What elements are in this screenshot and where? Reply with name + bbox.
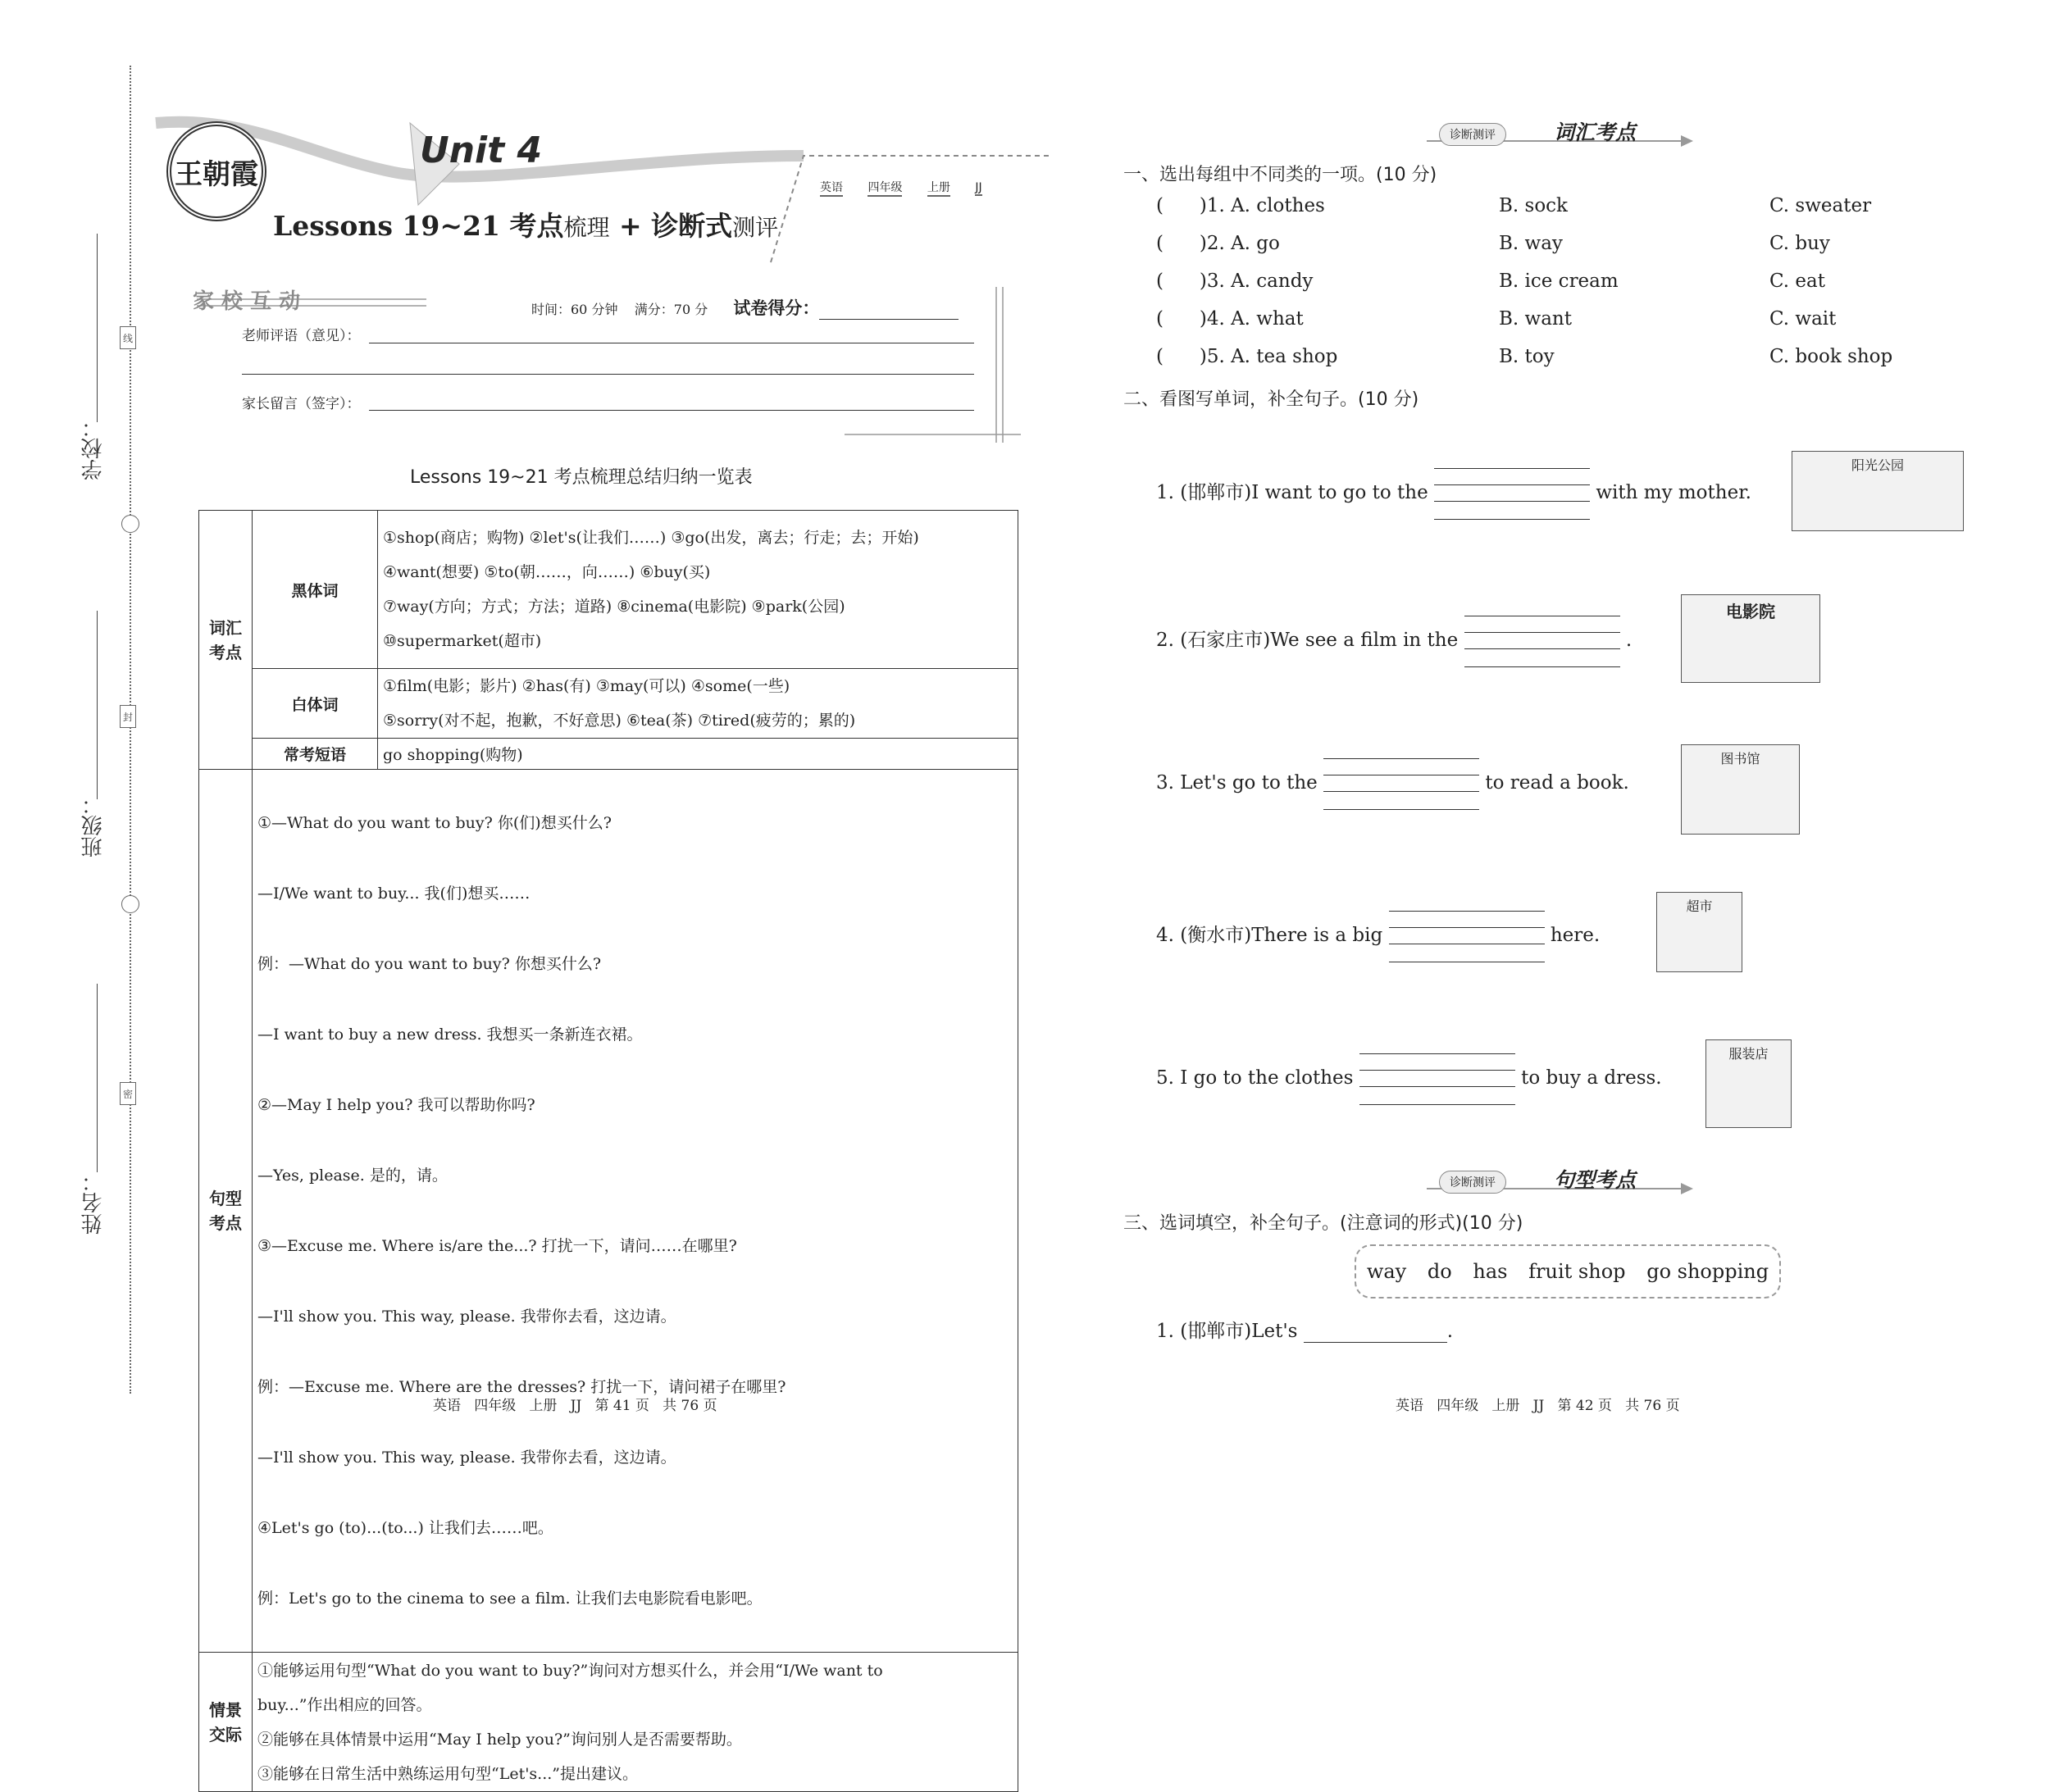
summary-title: Lessons 19~21 考点梳理总结归纳一览表 [410, 467, 753, 488]
brand-logo-seal: 王朝霞 [166, 121, 266, 221]
sentence-line: ④Let's go (to)...(to...) 让我们去……吧。 [257, 1519, 553, 1537]
bold-words-line: ⑩supermarket(超市) [383, 632, 542, 650]
s1-item-5-a[interactable]: ( )5. A. tea shop [1156, 346, 1338, 367]
title-plus: + [618, 210, 642, 242]
sentence-line: ①—What do you want to buy? 你(们)想买什么? [257, 814, 612, 832]
section2-heading: 二、看图写单词，补全句子。(10 分) [1123, 389, 1419, 410]
phrase-label: 常考短语 [253, 739, 378, 770]
vocab-cat-line2: 考点 [209, 642, 242, 662]
banner1-title: 词汇考点 [1554, 121, 1637, 144]
lessons-range: Lessons 19~21 [273, 210, 500, 242]
teacher-comment-line-2[interactable] [242, 374, 974, 375]
exam-time: 时间：60 分钟 [531, 302, 618, 317]
situation-row [199, 1653, 1018, 1792]
exam-meta [531, 295, 959, 320]
s3-item-1 [1156, 1316, 1453, 1343]
phrase-row [199, 739, 1018, 770]
s1-item-5-b: B. toy [1499, 346, 1555, 367]
home-school-label: 家 校 互 动 [193, 289, 301, 314]
school-write-line [97, 234, 98, 422]
sentence-line: 例：—What do you want to buy? 你想买什么? [257, 955, 602, 973]
plain-words-line: ①film(电影；影片) ②has(有) ③may(可以) ④some(一些) [383, 677, 790, 695]
s1-item-5-c: C. book shop [1769, 346, 1893, 367]
s1-item-3-b: B. ice cream [1499, 271, 1619, 292]
word-bank-item: fruit shop [1528, 1260, 1626, 1283]
sentence-line: —I'll show you. This way, please. 我带你去看，这边请。 [257, 1449, 676, 1467]
parent-comment-label: 家长留言（签字）： [242, 396, 361, 412]
section1-heading: 一、选出每组中不同类的一项。(10 分) [1123, 165, 1437, 185]
s2-item-3-pre: 3. Let's go to the [1156, 772, 1318, 794]
sentence-cat-line1: 考点 [209, 1213, 242, 1233]
situation-cat-line2: 交际 [209, 1724, 242, 1744]
parent-comment-line[interactable] [369, 410, 974, 411]
title-part1-sub: 梳理 [563, 214, 610, 241]
banner1-badge: 诊断测评 [1439, 123, 1506, 146]
park-picture: 阳光公园 [1792, 451, 1964, 531]
score-label: 试卷得分： [733, 298, 820, 318]
plain-words-cell [378, 669, 1018, 739]
banner2-title: 句型考点 [1554, 1168, 1637, 1192]
s2-item-2-pre: 2. (石家庄市)We see a film in the [1156, 630, 1459, 651]
sentence-line: ②—May I help you? 我可以帮助你吗? [257, 1096, 535, 1114]
section1-list [1156, 195, 1894, 384]
sentence-category-cell [199, 770, 253, 1653]
bind-mark-3: 密 [120, 1082, 136, 1105]
situation-category-cell [199, 1653, 253, 1792]
bind-hole-1 [121, 515, 139, 533]
bold-words-line: ④want(想要) ⑤to(朝……，向……) ⑥buy(买) [383, 563, 711, 581]
sentence-line: 例：—Excuse me. Where are the dresses? 打扰一下，请问裙子在哪里? [257, 1378, 786, 1396]
bind-mark-2: 封 [120, 705, 136, 728]
page-footer-left: 英语 四年级 上册 JJ 第 41 页 共 76 页 [433, 1398, 717, 1414]
s1-item-5 [1156, 346, 1894, 384]
tag-grade: 四年级 [868, 179, 902, 197]
s2-item-3-post: to read a book. [1485, 772, 1629, 794]
summary-table [198, 510, 1018, 1792]
sentence-cat-line1: 句型 [209, 1189, 242, 1208]
sentence-line: ③—Excuse me. Where is/are the...? 打扰一下，请问……在哪里? [257, 1237, 737, 1255]
s1-item-2-c: C. buy [1769, 233, 1830, 254]
situation-cat-line1: 情景 [209, 1699, 242, 1720]
bold-words-cell [378, 511, 1018, 669]
section3-heading: 三、选词填空，补全句子。(注意词的形式)(10 分) [1123, 1213, 1523, 1234]
s3-item-1-pre: 1. (邯郸市)Let's [1156, 1321, 1298, 1342]
s2-item-5 [1156, 1067, 1662, 1089]
bold-words-line: ①shop(商店；购物) ②let's(让我们……) ③go(出发，离去；行走；去；开始) [383, 529, 919, 547]
vocab-category-cell [199, 511, 253, 770]
sentence-line: —Yes, please. 是的，请。 [257, 1167, 448, 1185]
name-write-line [97, 984, 98, 1172]
title-part1: 考点 [509, 210, 564, 242]
s1-item-1-c: C. sweater [1769, 195, 1872, 216]
s3-item-1-blank[interactable] [1304, 1322, 1447, 1343]
s2-item-2-blank[interactable] [1464, 630, 1620, 652]
tag-term: 上册 [927, 179, 950, 197]
exam-full-score: 满分：70 分 [634, 302, 708, 317]
sentence-line: —I want to buy a new dress. 我想买一条新连衣裙。 [257, 1026, 643, 1044]
s2-item-4-blank[interactable] [1389, 926, 1545, 947]
situation-line: ③能够在日常生活中熟练运用句型“Let's...”提出建议。 [257, 1764, 639, 1783]
s2-item-5-blank[interactable] [1359, 1068, 1515, 1089]
word-bank [1355, 1244, 1781, 1299]
bold-words-row [199, 511, 1018, 669]
s1-item-2 [1156, 233, 1894, 271]
teacher-comment-label: 老师评语（意见）： [242, 328, 361, 344]
s2-item-4-pre: 4. (衡水市)There is a big [1156, 925, 1383, 946]
s2-item-1 [1156, 477, 1751, 504]
word-bank-item: way [1366, 1260, 1407, 1283]
s1-item-3-a[interactable]: ( )3. A. candy [1156, 271, 1314, 292]
s2-item-5-pre: 5. I go to the clothes [1156, 1067, 1354, 1089]
situation-line: ①能够运用句型“What do you want to buy?”询问对方想买什么，并会用“I/We want to [257, 1661, 883, 1680]
s1-item-1-a[interactable]: ( )1. A. clothes [1156, 195, 1325, 216]
plain-words-row [199, 669, 1018, 739]
bind-hole-2 [121, 895, 139, 913]
s1-item-1-b: B. sock [1499, 195, 1568, 216]
score-field[interactable] [819, 319, 959, 320]
s2-item-3-blank[interactable] [1323, 773, 1479, 794]
sentence-line: —I'll show you. This way, please. 我带你去看，这边请。 [257, 1308, 676, 1326]
vocab-cat-line1: 词汇 [209, 617, 242, 638]
word-bank-item: go shopping [1646, 1260, 1769, 1283]
s2-item-1-blank[interactable] [1434, 483, 1590, 504]
binding-dotted-line [130, 66, 131, 1394]
lessons-title [273, 205, 778, 243]
s1-item-1 [1156, 195, 1894, 233]
phrase-cell: go shopping(购物) [378, 739, 1018, 770]
word-bank-item: do [1427, 1260, 1452, 1283]
s2-item-4 [1156, 920, 1600, 947]
title-part2-sub: 测评 [732, 214, 779, 241]
sentences-row [199, 770, 1018, 1653]
s2-item-1-pre: 1. (邯郸市)I want to go to the [1156, 482, 1428, 503]
page-footer-right: 英语 四年级 上册 JJ 第 42 页 共 76 页 [1396, 1398, 1680, 1414]
title-part2: 诊断式 [651, 210, 733, 242]
banner2-badge: 诊断测评 [1439, 1171, 1506, 1194]
tag-edition: JJ [975, 181, 982, 194]
plain-words-line: ⑤sorry(对不起，抱歉，不好意思) ⑥tea(茶) ⑦tired(疲劳的；累的) [383, 712, 856, 730]
s1-item-4 [1156, 308, 1894, 346]
school-label: 学校： [81, 416, 106, 480]
plain-words-label: 白体词 [253, 669, 378, 739]
s3-item-1-post: . [1446, 1321, 1454, 1342]
s1-item-4-a[interactable]: ( )4. A. what [1156, 308, 1304, 330]
supermarket-picture: 超市 [1656, 892, 1742, 972]
s1-item-3-c: C. eat [1769, 271, 1825, 292]
s2-item-1-post: with my mother. [1596, 482, 1751, 503]
s1-item-3 [1156, 271, 1894, 308]
class-write-line [97, 611, 98, 799]
s2-item-3 [1156, 772, 1629, 794]
bold-words-line: ⑦way(方向；方式；方法；道路) ⑧cinema(电影院) ⑨park(公园) [383, 598, 845, 616]
bold-words-label: 黑体词 [253, 511, 378, 669]
situation-line: buy...”作出相应的回答。 [257, 1695, 432, 1714]
class-label: 班级： [81, 794, 106, 857]
name-label: 姓名： [81, 1171, 106, 1235]
s1-item-2-b: B. way [1499, 233, 1563, 254]
sentences-cell [253, 770, 1018, 1653]
grade-tags [820, 179, 1004, 197]
unit-title: Unit 4 [420, 130, 543, 171]
tag-subject: 英语 [820, 179, 843, 197]
s2-item-2-post: . [1625, 630, 1633, 651]
sentence-line: 例：Let's go to the cinema to see a film. 让我们去电影院看电影吧。 [257, 1590, 763, 1608]
clothes-shop-picture: 服装店 [1705, 1039, 1792, 1128]
situation-line: ②能够在具体情景中运用“May I help you?”询问别人是否需要帮助。 [257, 1730, 742, 1749]
s1-item-4-c: C. wait [1769, 308, 1837, 330]
s1-item-2-a[interactable]: ( )2. A. go [1156, 233, 1280, 254]
library-picture: 图书馆 [1681, 744, 1800, 835]
sentence-line: —I/We want to buy... 我(们)想买…… [257, 885, 531, 903]
situation-cell [253, 1653, 1018, 1792]
bind-mark-1: 线 [120, 326, 136, 349]
s1-item-4-b: B. want [1499, 308, 1572, 330]
s2-item-2 [1156, 625, 1632, 652]
s2-item-4-post: here. [1550, 925, 1601, 946]
word-bank-item: has [1473, 1260, 1508, 1283]
cinema-picture: 电影院 [1681, 594, 1820, 683]
s2-item-5-post: to buy a dress. [1521, 1067, 1662, 1089]
